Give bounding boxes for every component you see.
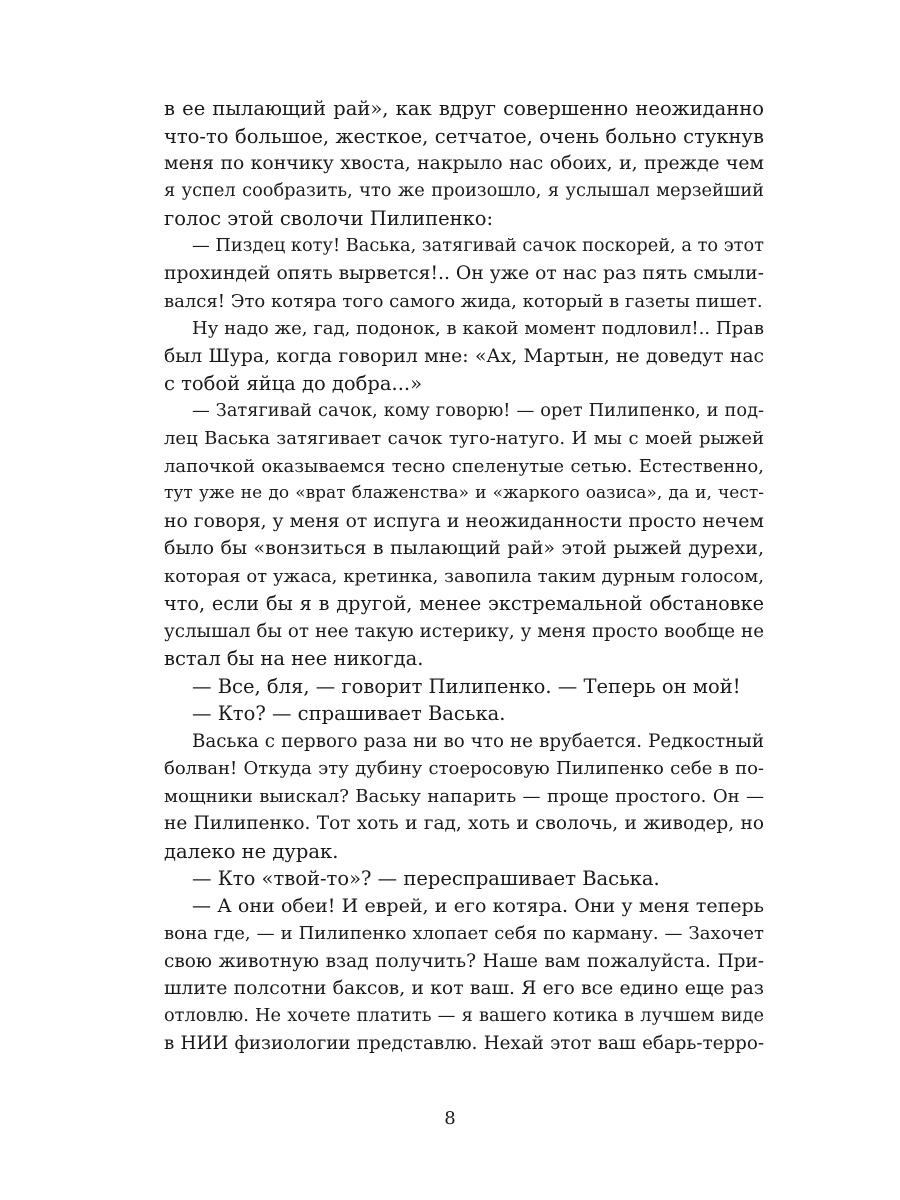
text-line: — Кто? — спрашивает Васька. (192, 702, 506, 725)
text-line: болван! Откуда эту дубину стоеросовую Пилипенко себе в по- (164, 758, 764, 779)
text-line: встал бы на нее никогда. (164, 647, 424, 670)
body-text (164, 95, 764, 1058)
text-line: далеко не дурак. (164, 839, 339, 863)
text-line: — Затягивай сачок, кому говорю! — орет Пилипенко, и под- (192, 400, 764, 421)
text-line: не Пилипенко. Тот хоть и гад, хоть и сволочь, и живодер, но (164, 813, 764, 834)
text-line: меня по кончику хвоста, накрыло нас обоих, и, прежде чем (164, 153, 764, 174)
text-line: в НИИ физиологии представлю. Нехай этот ваш ебарь-терро- (164, 1033, 764, 1054)
text-line: с тобой яйца до добра...» (164, 372, 423, 395)
text-line: я успел сообразить, что же произошло, я услышал мерзейший (164, 180, 764, 201)
text-line: мощники выискал? Ваську напарить — проще простого. Он — (164, 785, 764, 807)
text-line: — Пиздец коту! Васька, затягивай сачок поскорей, а то этот (192, 235, 764, 256)
text-line: лец Васька затягивает сачок туго-натуго. И мы с моей рыжей (164, 428, 764, 449)
text-line: — Кто «твой-то»? — переспрашивает Васька. (192, 867, 660, 890)
text-line: но говоря, у меня от испуга и неожиданности просто нечем (164, 510, 764, 532)
text-line: в ее пылающий рай», как вдруг совершенно неожиданно (164, 97, 764, 120)
text-line: которая от ужаса, кретинка, завопила таким дурным голосом, (164, 565, 764, 587)
text-line: тут уже не до «врат блаженства» и «жаркого оазиса», да и, чест- (164, 483, 764, 503)
text-line: что-то большое, жесткое, сетчатое, очень больно стукнув (164, 124, 764, 148)
text-line: лапочкой оказываемся тесно спеленутые сетью. Естественно, (164, 455, 764, 477)
text-line: шлите полсотни баксов, и кот ваш. Я его все едино еще раз (164, 978, 764, 999)
page-number: 8 (444, 1108, 456, 1129)
text-line: отловлю. Не хочете платить — я вашего котика в лучшем виде (164, 1005, 764, 1026)
text-line: услышал бы от нее такую истерику, у меня просто вообще не (164, 620, 764, 642)
text-line: — Все, бля, — говорит Пилипенко. — Теперь он мой! (192, 674, 741, 698)
text-line: вона где, — и Пилипенко хлопает себя по карману. — Захочет (164, 923, 764, 944)
text-line: Васька с первого раза ни во что не врубается. Редкостный (192, 730, 764, 752)
text-line: голос этой сволочи Пилипенко: (164, 207, 494, 230)
text-line: — А они обеи! И еврей, и его котяра. Они у меня теперь (192, 894, 764, 917)
text-line: свою животную взад получить? Наше вам пожалуйста. При- (164, 950, 764, 972)
text-line: было бы «вонзиться в пылающий рай» этой рыжей дурехи, (164, 537, 764, 559)
text-line: вался! Это котяра того самого жида, который в газеты пишет. (164, 290, 763, 312)
text-line: прохиндей опять вырвется!.. Он уже от нас раз пять смыли- (164, 263, 764, 284)
text-line: что, если бы я в другой, менее экстремальной обстановке (164, 592, 764, 615)
text-line: Ну надо же, гад, подонок, в какой момент подловил!.. Прав (192, 318, 764, 339)
text-line: был Шура, когда говорил мне: «Ах, Мартын, не доведут нас (164, 345, 764, 367)
